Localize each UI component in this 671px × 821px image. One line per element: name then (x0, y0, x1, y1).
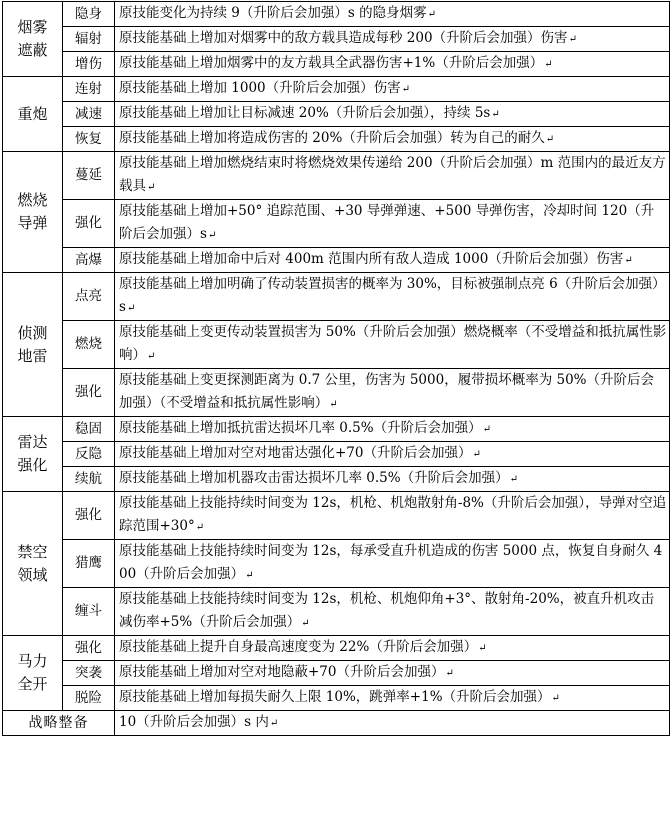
upgrade-description: 原技能基础上增加抵抗雷达损坏几率 0.5%（升阶后会加强） (119, 420, 482, 436)
upgrade-description-cell (115, 417, 670, 442)
upgrade-description-cell (115, 369, 670, 417)
upgrade-name-cell (63, 417, 115, 442)
upgrade-name-cell (63, 77, 115, 102)
upgrade-description-cell (115, 127, 670, 152)
skill-name-line: 导弹 (17, 214, 48, 232)
upgrade-name: 点亮 (75, 288, 102, 304)
upgrade-name-cell (63, 200, 115, 248)
skill-row (3, 27, 670, 52)
upgrade-description: 原技能基础上增加明确了传动装置损害的概率为 30%，目标被强制点亮 6（升阶后会加强）s (119, 276, 666, 315)
skill-name-line: 地雷 (17, 346, 48, 365)
paragraph-mark-icon: ↵ (624, 255, 633, 266)
paragraph-mark-icon: ↵ (301, 618, 310, 629)
skill-row (3, 248, 670, 273)
upgrade-name: 强化 (75, 215, 102, 231)
upgrade-description: 原技能基础上提升自身最高速度变为 22%（升阶后会加强） (119, 639, 478, 655)
upgrade-name-cell (63, 636, 115, 661)
upgrade-description: 原技能基础上变更探测距离为 0.7 公里，伤害为 5000，履带损坏概率为 50%（升阶后会加强）（不受增益和抵抗属性影响） (119, 372, 654, 411)
upgrade-description: 原技能变化为持续 9（升阶后会加强）s 的隐身烟雾 (119, 5, 427, 21)
upgrade-description-cell (115, 2, 670, 27)
paragraph-mark-icon: ↵ (472, 449, 481, 460)
upgrade-name-cell (63, 127, 115, 152)
skill-row (3, 77, 670, 102)
upgrade-description-cell (115, 540, 670, 588)
skill-row (3, 492, 670, 540)
paragraph-mark-icon: ↵ (195, 522, 205, 533)
upgrade-description: 原技能基础上增加命中后对 400m 范围内所有敌人造成 1000（升阶后会加强）伤害 (119, 251, 624, 267)
skill-row (3, 369, 670, 417)
upgrade-description-cell (115, 467, 670, 492)
upgrade-name: 强化 (75, 384, 102, 400)
upgrade-name-cell (63, 27, 115, 52)
paragraph-mark-icon: ↵ (147, 182, 156, 193)
skill-name-cell (3, 152, 63, 273)
upgrade-description-cell (115, 248, 670, 273)
skill-row (3, 127, 670, 152)
skill-name-cell (3, 492, 63, 636)
upgrade-description: 原技能基础上增加烟雾中的友方载具全武器伤害+1%（升阶后会加强） (119, 55, 544, 71)
skill-name-line: 燃烧 (17, 191, 48, 209)
upgrade-description-cell (115, 588, 670, 636)
paragraph-mark-icon: ↵ (478, 643, 487, 654)
upgrade-name-cell (63, 588, 115, 636)
upgrade-description: 原技能基础上增加对空对地隐蔽+70（升阶后会加强） (119, 664, 445, 680)
upgrade-description-cell (115, 273, 670, 321)
skill-row (3, 636, 670, 661)
upgrade-name-cell (63, 248, 115, 273)
upgrade-name: 连射 (75, 80, 102, 97)
upgrade-name: 高爆 (75, 251, 102, 268)
skill-name-line: 遮蔽 (17, 41, 48, 59)
upgrade-description-cell (115, 152, 670, 200)
skill-name-line: 重炮 (17, 104, 48, 123)
upgrade-description: 原技能基础上增加机器攻击雷达损坏几率 0.5%（升阶后会加强） (119, 470, 509, 486)
paragraph-mark-icon: ↵ (544, 59, 553, 70)
upgrade-name: 隐身 (75, 5, 102, 22)
skill-row (3, 2, 670, 27)
footer-description-text: 10（升阶后会加强）s 内 (119, 714, 269, 730)
paragraph-mark-icon: ↵ (482, 424, 491, 435)
upgrade-name: 缠斗 (75, 603, 102, 619)
upgrade-name: 续航 (75, 470, 102, 487)
skill-name-line: 全开 (17, 675, 48, 693)
upgrade-name-cell (63, 369, 115, 417)
upgrade-name-cell (63, 321, 115, 369)
upgrade-name: 脱险 (75, 689, 102, 706)
footer-skill-name (3, 711, 115, 736)
paragraph-mark-icon: ↵ (207, 230, 217, 241)
upgrade-name: 恢复 (75, 130, 102, 147)
skill-row (3, 52, 670, 77)
upgrade-name-cell (63, 467, 115, 492)
upgrade-name-cell (63, 540, 115, 588)
upgrade-description: 原技能基础上增加对空对地雷达强化+70（升阶后会加强） (119, 445, 472, 461)
skill-row (3, 321, 670, 369)
paragraph-mark-icon: ↵ (551, 693, 560, 704)
upgrade-name-cell (63, 661, 115, 686)
upgrade-description-cell (115, 636, 670, 661)
skill-row (3, 540, 670, 588)
upgrade-name: 增伤 (75, 55, 102, 72)
upgrade-description: 原技能基础上增加 1000（升阶后会加强）伤害 (119, 80, 401, 96)
upgrade-name: 减速 (75, 105, 102, 122)
skill-name-line: 雷达 (17, 433, 48, 451)
paragraph-mark-icon: ↵ (445, 668, 454, 679)
upgrade-name: 强化 (75, 507, 102, 523)
upgrade-name: 燃烧 (75, 336, 102, 352)
upgrade-name-cell (63, 442, 115, 467)
footer-description (115, 711, 670, 736)
upgrade-name-cell (63, 152, 115, 200)
paragraph-mark-icon: ↵ (545, 134, 555, 145)
upgrade-description: 原技能基础上增加让目标减速 20%（升阶后会加强），持续 5s (119, 105, 491, 121)
upgrade-description: 原技能基础上技能持续时间变为 12s，机枪、机炮仰角+3°、散射角-20%，被直升机攻击减伤率+5%（升阶后会加强） (119, 591, 655, 630)
paragraph-mark-icon: ↵ (147, 351, 156, 362)
skill-name-cell (3, 273, 63, 417)
skill-name-line: 烟雾 (17, 18, 48, 36)
upgrade-name: 辐射 (75, 30, 102, 47)
skill-row (3, 588, 670, 636)
upgrade-description: 原技能基础上变更传动装置损害为 50%（升阶后会加强）燃烧概率（不受增益和抵抗属性影响） (119, 324, 667, 363)
upgrade-description: 原技能基础上增加燃烧结束时将燃烧效果传递给 200（升阶后会加强）m 范围内的最近友方载具 (119, 155, 666, 194)
upgrade-description: 原技能基础上技能持续时间变为 12s，每承受直升机造成的伤害 5000 点，恢复自身耐久 400（升阶后会加强） (119, 543, 663, 582)
upgrade-description: 原技能基础上增加每损失耐久上限 10%，跳弹率+1%（升阶后会加强） (119, 689, 551, 705)
skill-row (3, 102, 670, 127)
paragraph-mark-icon: ↵ (269, 718, 279, 729)
footer-skill-name-text: 战略整备 (28, 714, 89, 731)
skill-row (3, 661, 670, 686)
upgrade-name-cell (63, 52, 115, 77)
upgrade-description: 原技能基础上增加对烟雾中的敌方载具造成每秒 200（升阶后会加强）伤害 (119, 30, 568, 46)
skill-name-line: 领域 (17, 565, 48, 584)
skill-row (3, 200, 670, 248)
skill-name-cell (3, 77, 63, 152)
skill-name-line: 强化 (17, 456, 48, 474)
skill-row (3, 417, 670, 442)
paragraph-mark-icon: ↵ (427, 9, 436, 20)
upgrade-description-cell (115, 492, 670, 540)
skill-name-cell (3, 636, 63, 711)
upgrade-description-cell (115, 442, 670, 467)
skill-row (3, 442, 670, 467)
paragraph-mark-icon: ↵ (568, 34, 577, 45)
upgrade-description-cell (115, 200, 670, 248)
upgrade-name-cell (63, 102, 115, 127)
upgrade-description-cell (115, 686, 670, 711)
upgrade-name: 猎鹰 (75, 555, 102, 571)
skill-row (3, 273, 670, 321)
upgrade-name-cell (63, 492, 115, 540)
skill-row (3, 467, 670, 492)
upgrade-name: 稳固 (75, 420, 102, 437)
skill-row (3, 686, 670, 711)
upgrade-description-cell (115, 27, 670, 52)
paragraph-mark-icon: ↵ (245, 570, 254, 581)
upgrade-name-cell (63, 273, 115, 321)
upgrade-description: 原技能基础上技能持续时间变为 12s，机枪、机炮散射角-8%（升阶后会加强），导弹对空追踪范围+30° (119, 495, 667, 534)
paragraph-mark-icon: ↵ (401, 84, 411, 95)
paragraph-mark-icon: ↵ (509, 474, 518, 485)
upgrade-description-cell (115, 102, 670, 127)
footer-row (3, 711, 670, 736)
upgrade-description: 原技能基础上增加+50° 追踪范围、+30 导弹弹速、+500 导弹伤害，冷却时间 120（升阶后会加强）s (119, 203, 655, 242)
upgrade-name: 突袭 (75, 664, 102, 681)
paragraph-mark-icon: ↵ (329, 399, 338, 410)
skill-name-cell (3, 417, 63, 492)
skill-name-line: 马力 (17, 652, 48, 670)
skill-name-line: 禁空 (17, 542, 48, 561)
upgrade-name-cell (63, 686, 115, 711)
skill-upgrade-table (2, 1, 670, 736)
upgrade-description-cell (115, 661, 670, 686)
paragraph-mark-icon: ↵ (126, 303, 136, 314)
skill-name-line: 侦测 (17, 323, 48, 342)
upgrade-name-cell (63, 2, 115, 27)
upgrade-name: 强化 (75, 639, 102, 656)
upgrade-description: 原技能基础上增加将造成伤害的 20%（升阶后会加强）转为自己的耐久 (119, 130, 545, 146)
upgrade-name: 反隐 (75, 445, 102, 462)
table-body (3, 2, 670, 711)
paragraph-mark-icon: ↵ (491, 109, 500, 120)
upgrade-description-cell (115, 77, 670, 102)
skill-row (3, 152, 670, 200)
upgrade-description-cell (115, 52, 670, 77)
upgrade-description-cell (115, 321, 670, 369)
skill-name-cell (3, 2, 63, 77)
upgrade-name: 蔓延 (75, 167, 102, 183)
